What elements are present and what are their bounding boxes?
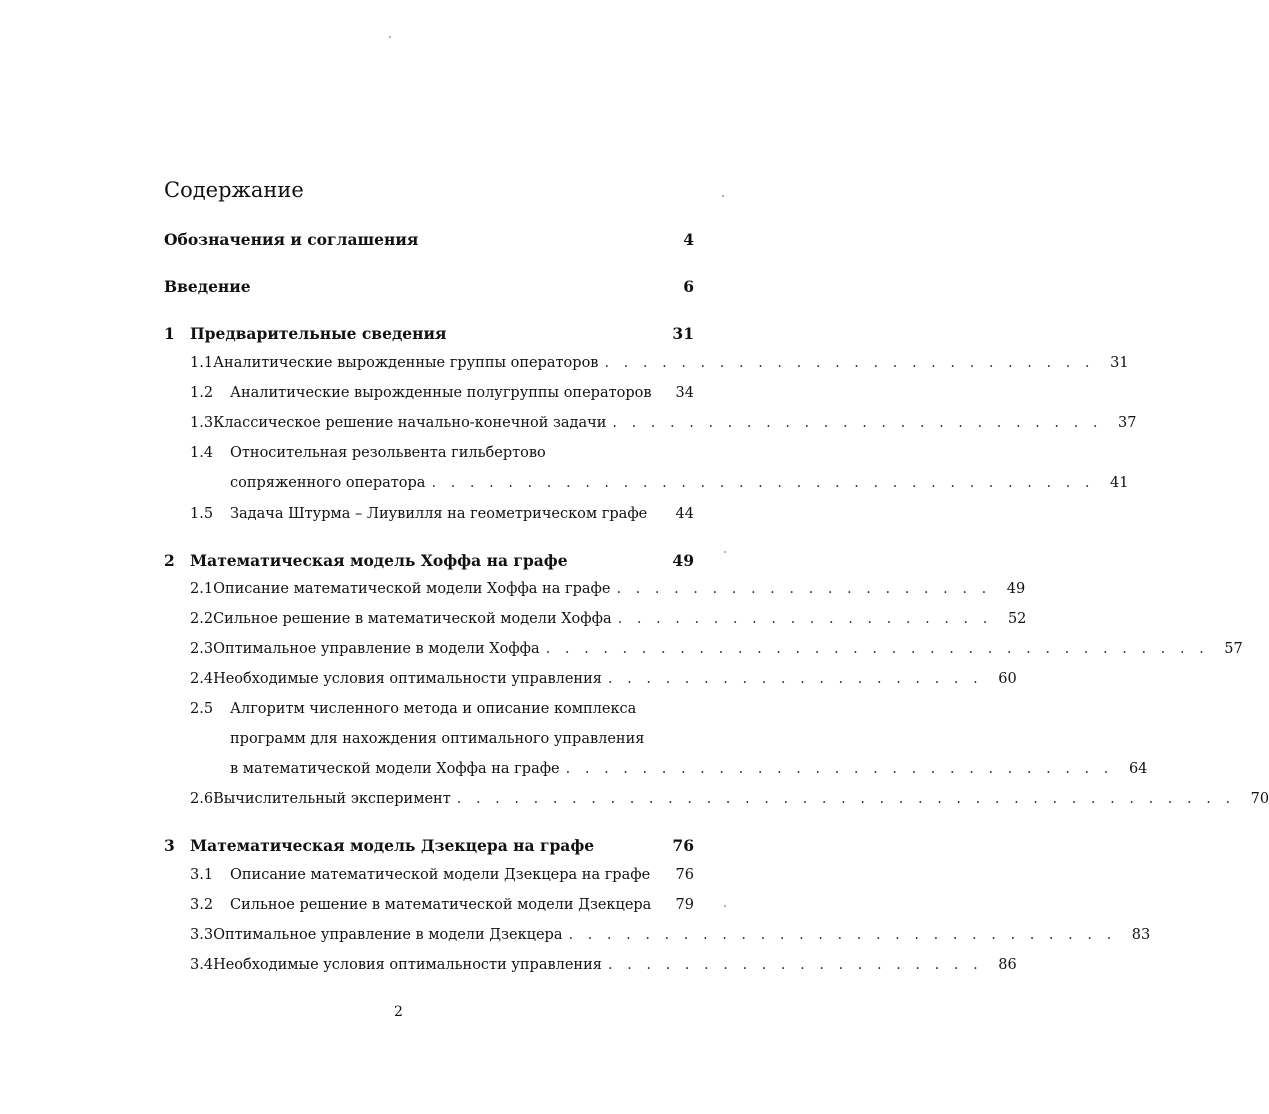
section-number: 1.4 [190,445,214,461]
chapter-label: Предварительные сведения [190,324,447,343]
section-page: 60 [998,671,1017,687]
chapter-page: 31 [672,324,694,343]
scan-speck [724,905,726,907]
toc-section-continuation: сопряженного оператора . . . . . . . . . . . . . . . . . . . . . . . . . . . . . . . . . . . 41 [164,475,694,497]
chapter-label: Математическая модель Дзекцера на графе [190,836,595,855]
toc-entry [164,230,694,252]
section-number: 1.1 [190,355,214,371]
section-label: Оптимальное управление в модели Дзекцера [213,927,563,943]
toc-section: 2.2 Сильное решение в математической модели Хоффа . . . . . . . . . . . . . . . . . . . . 52 [164,611,694,633]
section-number: 2.1 [190,581,214,597]
section-number: 3.3 [190,927,214,943]
section-number: 3.1 [190,867,214,883]
page-title: Содержание [164,178,304,202]
section-label-line-2: программ для нахождения оптимального управления [230,731,645,747]
section-label: Сильное решение в математической модели Хоффа [213,611,612,627]
section-label-line-3: в математической модели Хоффа на графе [230,761,560,777]
toc-section [164,867,694,889]
section-number: 1.3 [190,415,214,431]
page-number: 2 [394,1004,403,1020]
chapter-number: 1 [164,324,175,343]
chapter-page: 76 [672,836,694,855]
toc-section: 2.3 Оптимальное управление в модели Хоффа . . . . . . . . . . . . . . . . . . . . . . . . . . . . . . . . . . . 57 [164,641,694,663]
scan-speck [389,36,391,38]
section-page: 83 [1131,927,1151,943]
section-page: 79 [675,897,694,913]
scan-speck [724,551,726,553]
section-page: 41 [1110,475,1129,491]
toc-entry-label: Обозначения и соглашения [164,230,419,249]
chapter-page: 49 [672,551,694,570]
toc-section [164,385,694,407]
section-page: 70 [1250,791,1269,807]
section-label: Задача Штурма – Лиувилля на геометрическом графе [230,506,648,522]
toc-section [164,701,694,723]
scan-speck [722,195,724,197]
section-number: 2.3 [190,641,214,657]
section-page: 44 [675,506,694,522]
section-page: 64 [1128,761,1148,777]
chapter-number: 3 [164,836,175,855]
section-label-line-1: Относительная резольвента гильбертово [230,445,546,461]
toc-entry-page: 4 [683,230,694,249]
section-number: 3.4 [190,957,214,973]
section-label: Необходимые условия оптимальности управления [213,957,602,973]
section-label: Сильное решение в математической модели Дзекцера [230,897,652,913]
toc-entry [164,277,694,299]
toc-section: 2.1 Описание математической модели Хоффа на графе . . . . . . . . . . . . . . . . . . . . 49 [164,581,694,603]
section-label: Описание математической модели Дзекцера на графе [230,867,651,883]
toc-section [164,897,694,919]
section-page: 31 [1110,355,1129,371]
section-number: 2.2 [190,611,214,627]
section-number: 1.5 [190,506,214,522]
toc-section [164,445,694,467]
section-page: 37 [1118,415,1137,431]
section-page: 49 [1006,581,1026,597]
chapter-number: 2 [164,551,175,570]
toc-section [164,506,694,528]
toc-chapter [164,551,694,573]
section-label: Вычислительный эксперимент [213,791,451,807]
section-label: Необходимые условия оптимальности управления [213,671,602,687]
section-label: Классическое решение начально-конечной задачи [213,415,607,431]
toc-section-continuation [164,731,694,753]
toc-section: 2.6 Вычислительный эксперимент . . . . . . . . . . . . . . . . . . . . . . . . . . . . . . . . . . . . . . . . . 70 [164,791,694,813]
toc-section: 1.1 Аналитические вырожденные группы операторов . . . . . . . . . . . . . . . . . . . . . . . . . . 31 [164,355,694,377]
section-page: 52 [1007,611,1027,627]
toc-section-continuation: в математической модели Хоффа на графе . . . . . . . . . . . . . . . . . . . . . . . . . . . . . 64 [164,761,694,783]
toc-entry-label: Введение [164,277,251,296]
section-label-line-1: Алгоритм численного метода и описание комплекса [230,701,637,717]
section-page: 86 [998,957,1017,973]
chapter-label: Математическая модель Хоффа на графе [190,551,568,570]
section-page: 76 [675,867,694,883]
section-number: 2.5 [190,701,214,717]
section-label: Аналитические вырожденные группы операторов [213,355,599,371]
toc-entry-page: 6 [683,277,694,296]
section-number: 2.4 [190,671,214,687]
section-label-line-2: сопряженного оператора [230,475,426,491]
section-page: 34 [675,385,694,401]
section-number: 3.2 [190,897,214,913]
toc-section: 1.3 Классическое решение начально-конечной задачи . . . . . . . . . . . . . . . . . . . . . . . . . . 37 [164,415,694,437]
toc-section: 3.3 Оптимальное управление в модели Дзекцера . . . . . . . . . . . . . . . . . . . . . . . . . . . . . 83 [164,927,694,949]
section-label: Оптимальное управление в модели Хоффа [213,641,540,657]
section-label: Описание математической модели Хоффа на графе [213,581,611,597]
section-label: Аналитические вырожденные полугруппы операторов [230,385,652,401]
toc-chapter [164,836,694,858]
section-number: 2.6 [190,791,214,807]
toc-section: 2.4 Необходимые условия оптимальности управления . . . . . . . . . . . . . . . . . . . . 60 [164,671,694,693]
toc-section: 3.4 Необходимые условия оптимальности управления . . . . . . . . . . . . . . . . . . . . 86 [164,957,694,979]
section-number: 1.2 [190,385,214,401]
section-page: 57 [1224,641,1243,657]
toc-chapter [164,324,694,346]
